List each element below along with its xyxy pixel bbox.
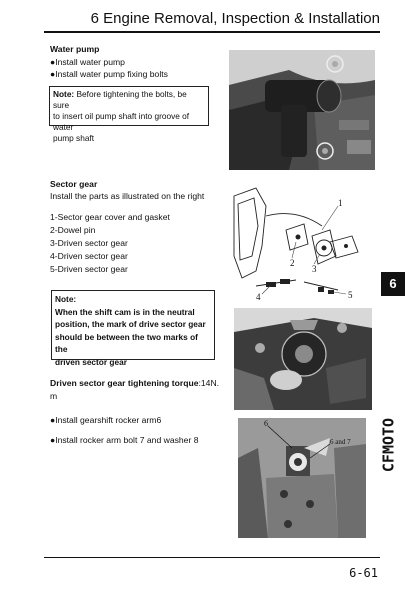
header-divider <box>44 31 380 33</box>
rocker-arm-photo <box>238 418 366 538</box>
sector-gear-note-line-4: driven sector gear <box>55 356 127 367</box>
footer-divider <box>44 557 380 558</box>
sector-gear-part-5: 5-Driven sector gear <box>50 264 128 274</box>
sector-gear-part-3: 3-Driven sector gear <box>50 238 128 248</box>
water-pump-note-line-1: Before tightening the bolts, be sure <box>53 89 187 110</box>
sector-gear-diagram-graphic <box>226 186 374 306</box>
chapter-tab: 6 <box>381 272 405 296</box>
sector-gear-part-1: 1-Sector gear cover and gasket <box>50 212 170 222</box>
water-pump-note-line-3: pump shaft <box>53 133 95 143</box>
diagram-label-5: 5 <box>348 290 353 300</box>
cfmoto-logo <box>374 400 404 490</box>
rocker-item-1: ●Install gearshift rocker arm6 <box>50 415 162 425</box>
diagram-label-1: 1 <box>338 198 343 208</box>
diagram-label-2: 2 <box>290 258 295 268</box>
sector-gear-intro: Install the parts as illustrated on the right <box>50 191 205 201</box>
sector-gear-note-box <box>51 290 215 367</box>
sector-gear-photo-graphic <box>234 308 372 410</box>
water-pump-note-line-2: to insert oil pump shaft into groove of water <box>53 111 190 132</box>
sector-gear-part-2: 2-Dowel pin <box>50 225 96 235</box>
water-pump-note-box <box>49 86 209 143</box>
torque-unit-line: m <box>50 391 58 401</box>
sector-gear-note-line-1: When the shift cam is in the neutral <box>55 306 195 317</box>
sector-gear-heading: Sector gear <box>50 179 98 189</box>
rocker-photo-label-6-and-7: 6 and 7 <box>330 438 351 446</box>
water-pump-photo <box>229 50 375 170</box>
diagram-label-3: 3 <box>312 264 317 274</box>
diagram-label-4: 4 <box>256 292 261 302</box>
water-pump-heading: Water pump <box>50 44 100 54</box>
sector-gear-exploded-diagram <box>226 186 374 306</box>
rocker-arm-photo-graphic <box>238 418 366 538</box>
water-pump-item-1: ●Install water pump <box>50 57 125 67</box>
sector-gear-photo <box>234 308 372 410</box>
page-header-title: 6 Engine Removal, Inspection & Installation <box>90 10 380 27</box>
cfmoto-logo-graphic <box>374 400 404 490</box>
sector-gear-note-line-3: should be between the two marks of the <box>55 331 198 354</box>
sector-gear-note-line-2: position, the mark of drive sector gear <box>55 319 206 329</box>
sector-gear-note-label: Note: <box>55 294 77 304</box>
water-pump-note-label: Note: <box>53 89 75 99</box>
water-pump-item-2: ●Install water pump fixing bolts <box>50 69 168 79</box>
rocker-item-2: ●Install rocker arm bolt 7 and washer 8 <box>50 435 199 445</box>
sector-gear-part-4: 4-Driven sector gear <box>50 251 128 261</box>
rocker-photo-label-6: 6 <box>264 419 268 428</box>
torque-value: :14N. <box>198 378 220 388</box>
cfmoto-logo-text: CFMOTO <box>379 417 398 473</box>
page-number: 6-61 <box>349 566 378 580</box>
torque-line <box>50 378 219 389</box>
water-pump-photo-graphic <box>229 50 375 170</box>
torque-label: Driven sector gear tightening torque <box>50 378 199 388</box>
